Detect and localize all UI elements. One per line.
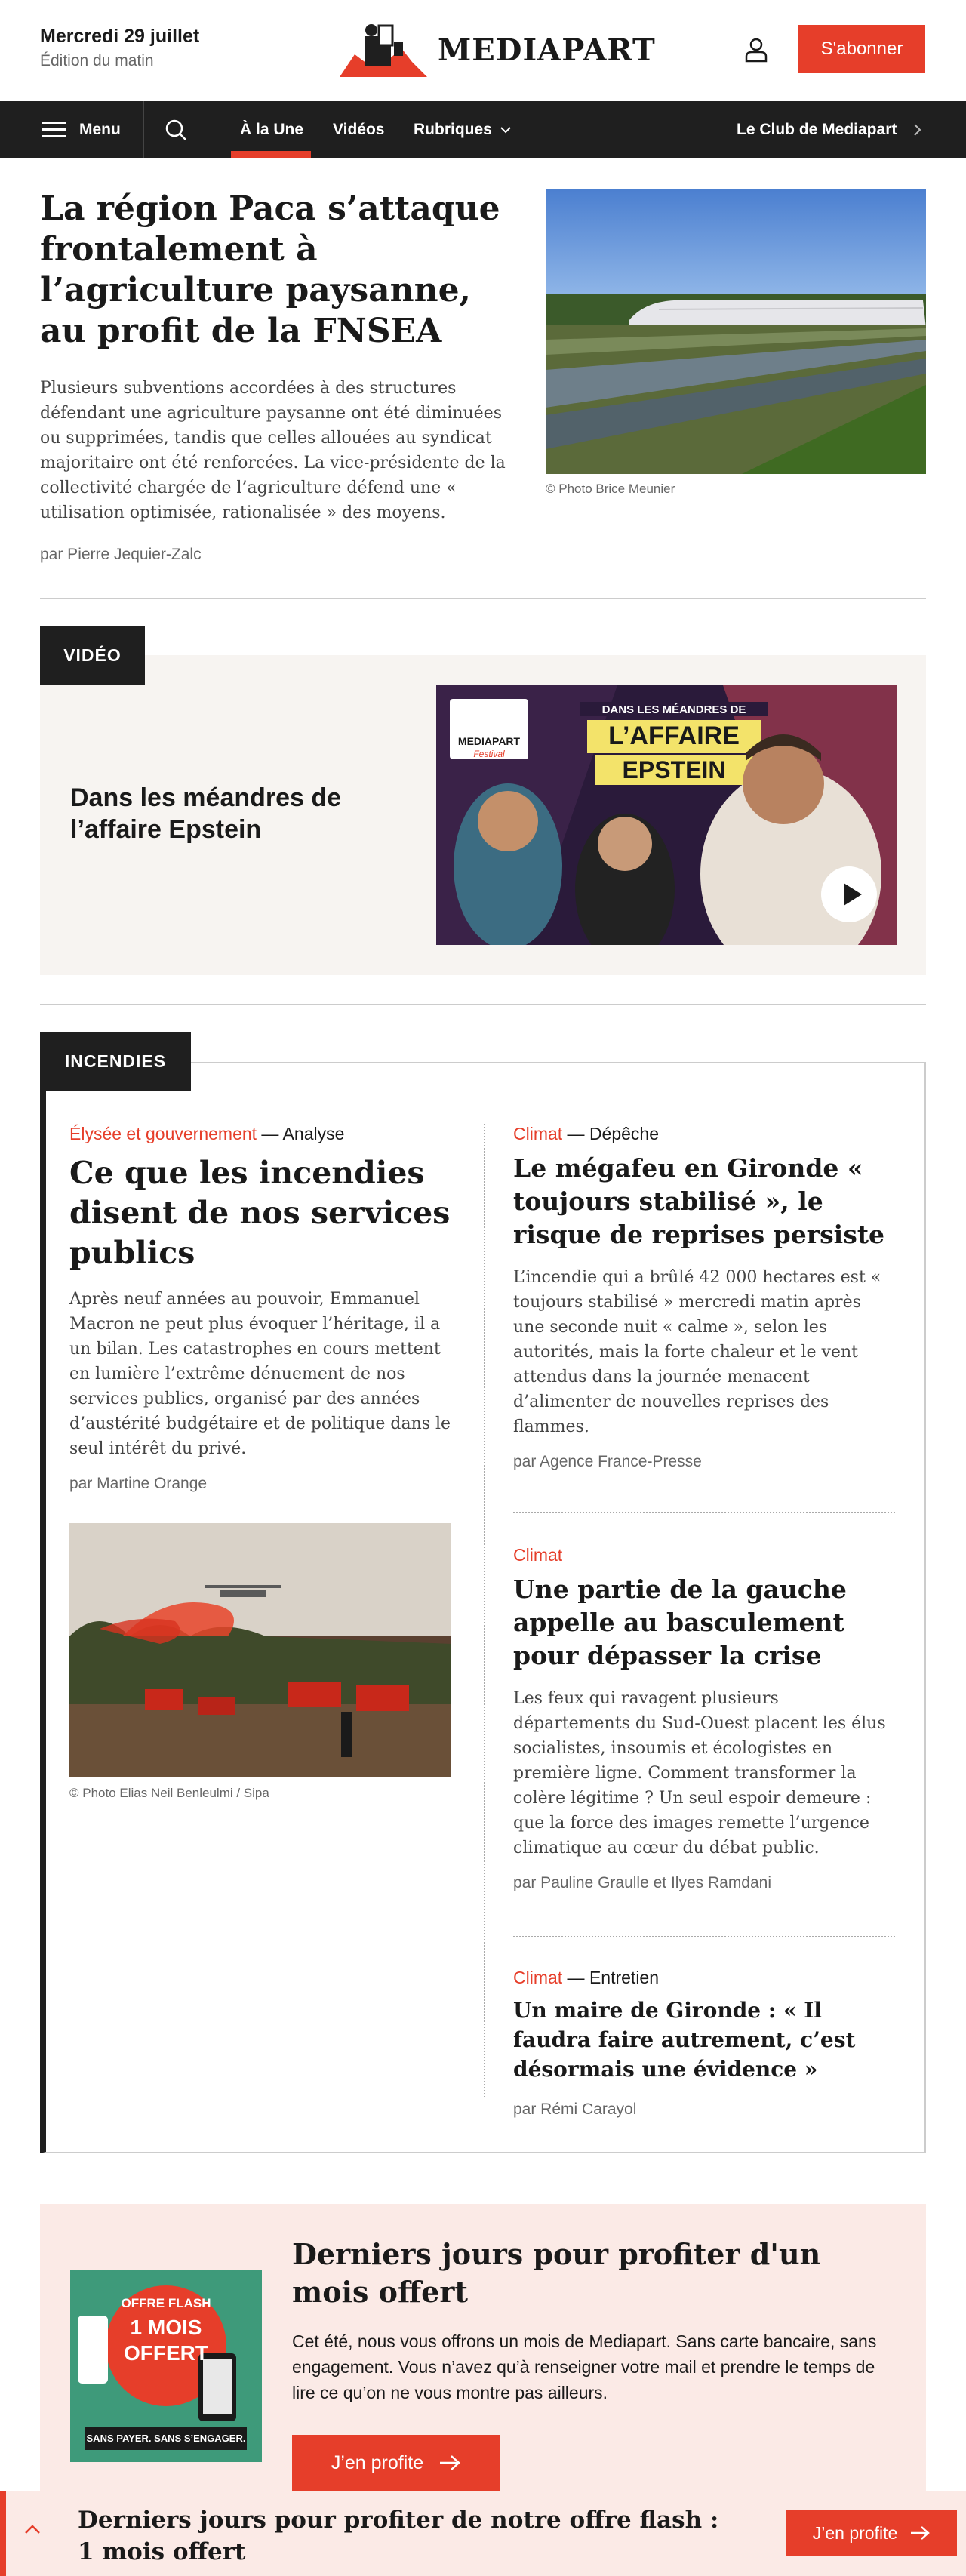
- rubriques-label: Rubriques: [414, 121, 492, 138]
- side-1-text: L’incendie qui a brûlé 42 000 hectares est « toujours stabilisé » mercredi matin après une seconde nuit « calme », selon les autorités, mais la forte chaleur et le vent attendus dans la journée menacent d’alimenter de nouvelles reprises des flammes.: [513, 1268, 881, 1436]
- side-2-text: Les feux qui ravagent plusieurs départements du Sud-Ouest placent les élus socialistes, insoumis et écologistes en première ligne. Comment transformer la colère légitime ? Un seul espoir demeure : que la force des images remette l’urgence climatique au cœur du débat public.: [513, 1689, 886, 1857]
- side-2-rubric[interactable]: Climat: [513, 1545, 563, 1565]
- search-button[interactable]: [165, 101, 187, 158]
- sticky-offer-button[interactable]: [786, 2510, 957, 2556]
- play-button[interactable]: [821, 866, 877, 922]
- sticky-offer-text: Derniers jours pour profiter de notre offre flash : 1 mois offert: [78, 2507, 719, 2565]
- offer-img-line2: 1 MOIS: [130, 2316, 202, 2339]
- nav-tab-rubriques[interactable]: [414, 101, 512, 158]
- video-section: [40, 655, 926, 975]
- main-article-text: Après neuf années au pouvoir, Emmanuel Macron ne peut plus évoquer l’héritage, il a un bilan. Les catastrophes en cours mettent en lumière l’extrême dénuement de nos services publics, organisé par des années d’austérité budgétaire et de politique dans le seul intérêt du privé.: [69, 1290, 451, 1458]
- lead-author[interactable]: par Pierre Jequier-Zalc: [40, 546, 202, 563]
- edition-date: [40, 26, 199, 70]
- chevron-up-icon: [24, 2524, 41, 2534]
- play-icon: [821, 866, 877, 922]
- side-3-title[interactable]: Un maire de Gironde : « Il faudra faire autrement, c’est désormais une évidence »: [513, 1998, 856, 2082]
- offer-title: Derniers jours pour profiter d'un mois offert: [292, 2237, 821, 2309]
- hamburger-icon: [42, 122, 66, 138]
- main-article-author[interactable]: par Martine Orange: [69, 1475, 208, 1492]
- club-label: Le Club de Mediapart: [737, 121, 897, 138]
- thumb-logo-sub: Festival: [473, 749, 505, 759]
- main-article-title[interactable]: Ce que les incendies disent de nos services publics: [69, 1155, 451, 1271]
- fire-image[interactable]: [69, 1523, 451, 1777]
- main-genre: — Analyse: [257, 1124, 345, 1143]
- menu-button[interactable]: [42, 101, 121, 158]
- offer-img-line3: OFFERT: [124, 2341, 208, 2365]
- side-2-title[interactable]: Une partie de la gauche appelle au basculement pour dépasser la crise: [513, 1574, 847, 1670]
- side-1-rubric[interactable]: Climat: [513, 1124, 563, 1143]
- site-header: [0, 0, 966, 101]
- offer-image: [70, 2270, 262, 2462]
- main-article: [69, 1124, 451, 1801]
- lead-text: Plusieurs subventions accordées à des structures défendant une agriculture paysanne ont été diminuées ou supprimées, tandis que celles allouées au syndicat majoritaire ont été renforcées. La vice-présidente de la collectivité chargée de l’agriculture défend une « utilisation optimisée, rationalisée » des moyens.: [40, 379, 506, 522]
- video-title[interactable]: Dans les méandres de l’affaire Epstein: [70, 783, 342, 844]
- thumb-logo-text: MEDIAPART: [457, 735, 521, 747]
- side-divider: [513, 1936, 895, 1937]
- sticky-button-label: J’en profite: [812, 2522, 898, 2543]
- side-article-2: [513, 1545, 895, 1892]
- nav-tab-videos[interactable]: Vidéos: [333, 121, 385, 138]
- side-1-author[interactable]: par Agence France-Presse: [513, 1453, 702, 1470]
- side-3-genre: — Entretien: [562, 1968, 660, 1987]
- lead-title[interactable]: La région Paca s’attaque frontalement à l’agriculture paysanne, au profit de la FNSEA: [40, 189, 500, 350]
- subscribe-button[interactable]: S'abonner: [798, 25, 925, 73]
- current-date: Mercredi 29 juillet: [40, 26, 200, 47]
- thumb-banner-top: DANS LES MÉANDRES DE: [601, 703, 746, 716]
- side-1-genre: — Dépêche: [562, 1124, 660, 1143]
- chevron-down-icon: [500, 126, 512, 134]
- arrow-right-icon: [909, 2525, 931, 2541]
- mediapart-logo[interactable]: [340, 23, 656, 77]
- offer-text: Cet été, nous vous offrons un mois de Mediapart. Sans carte bancaire, sans engagement. Vous n’avez qu’à renseigner votre mail et prendre le temps de lire ce qu’on ne vous montre pas ailleurs.: [292, 2331, 877, 2402]
- incendies-tag: INCENDIES: [40, 1032, 191, 1091]
- edition-label[interactable]: Édition du matin: [40, 52, 154, 69]
- club-link[interactable]: [737, 101, 922, 158]
- chevron-right-icon: [913, 123, 922, 137]
- logo-wordmark: MEDIAPART: [438, 32, 656, 68]
- collapse-button[interactable]: [24, 2524, 41, 2538]
- side-article-3: [513, 1968, 895, 2119]
- nav-tab-une[interactable]: À la Une: [240, 121, 304, 138]
- offer-img-footer: SANS PAYER. SANS S’ENGAGER.: [86, 2433, 246, 2444]
- side-3-rubric[interactable]: Climat: [513, 1968, 563, 1987]
- main-rubric[interactable]: Élysée et gouvernement: [69, 1124, 257, 1143]
- offer-button[interactable]: [292, 2435, 500, 2491]
- side-divider: [513, 1512, 895, 1513]
- side-article-1: [513, 1124, 895, 1471]
- column-divider: [484, 1124, 485, 2097]
- thumb-banner-bottom: EPSTEIN: [622, 756, 726, 783]
- video-thumbnail[interactable]: [436, 685, 897, 945]
- user-account-icon[interactable]: [743, 36, 770, 63]
- active-tab-indicator: [231, 151, 311, 158]
- side-1-title[interactable]: Le mégafeu en Gironde « toujours stabilisé », le risque de reprises persiste: [513, 1153, 885, 1249]
- logo-mark-icon: [340, 23, 427, 77]
- lead-image[interactable]: [546, 189, 926, 474]
- search-icon: [165, 118, 187, 141]
- incendies-section: [40, 1062, 926, 2153]
- main-navigation: [0, 101, 966, 158]
- divider: [40, 1004, 926, 1005]
- offer-box: [40, 2204, 926, 2521]
- arrow-right-icon: [438, 2454, 461, 2471]
- divider: [40, 598, 926, 599]
- video-tag: VIDÉO: [40, 626, 145, 685]
- side-3-author[interactable]: par Rémi Carayol: [513, 2101, 637, 2118]
- lead-photo-credit: © Photo Brice Meunier: [546, 482, 675, 496]
- side-2-author[interactable]: par Pauline Graulle et Ilyes Ramdani: [513, 1874, 772, 1891]
- offer-img-line1: OFFRE FLASH: [121, 2296, 211, 2310]
- offer-button-label: J’en profite: [331, 2451, 424, 2473]
- thumb-banner-mid: L’AFFAIRE: [608, 722, 740, 750]
- fire-photo-credit: © Photo Elias Neil Benleulmi / Sipa: [69, 1786, 269, 1800]
- sticky-offer-banner: [0, 2491, 966, 2576]
- menu-label: Menu: [79, 121, 121, 138]
